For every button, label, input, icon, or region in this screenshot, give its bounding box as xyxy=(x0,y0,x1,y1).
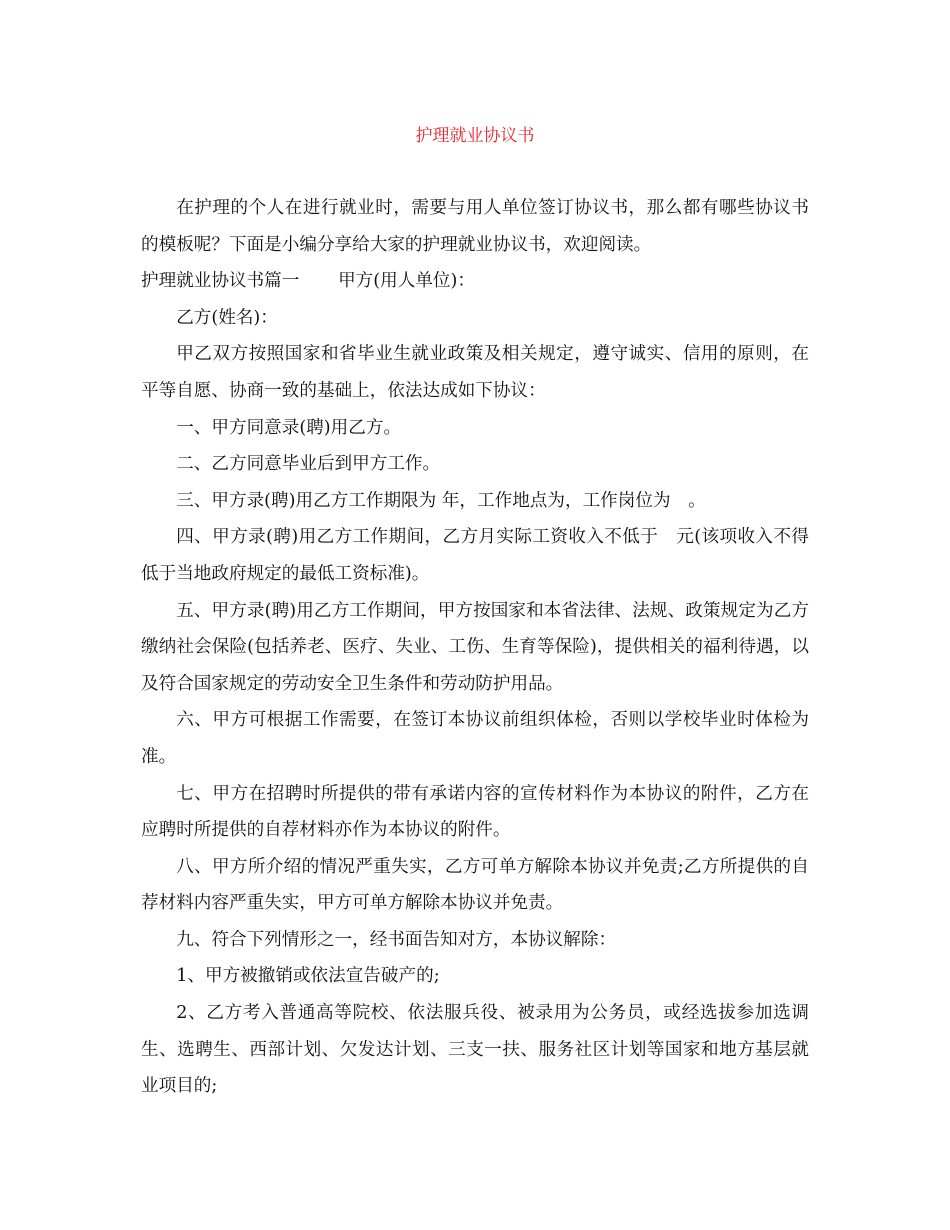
clause-5: 五、甲方录(聘)用乙方工作期间，甲方按国家和本省法律、法规、政策规定为乙方缴纳社会保险(包括养老、医疗、失业、工伤、生育等保险)，提供相关的福利待遇，以及符合国家规定的劳动安全卫生条件和劳动防护用品。 xyxy=(141,600,809,694)
clause-4: 四、甲方录(聘)用乙方工作期间，乙方月实际工资收入不低于 元(该项收入不得低于当地政府规定的最低工资标准)。 xyxy=(141,527,809,584)
clause-9: 九、符合下列情形之一，经书面告知对方，本协议解除： xyxy=(176,929,617,950)
document-title: 护理就业协议书 xyxy=(415,126,535,146)
clause-1: 一、甲方同意录(聘)用乙方。 xyxy=(176,417,402,438)
document-body xyxy=(141,190,809,1105)
clause-8: 八、甲方所介绍的情况严重失实，乙方可单方解除本协议并免责;乙方所提供的自荐材料内容严重失实，甲方可单方解除本协议并免责。 xyxy=(141,856,809,914)
section-heading: 护理就业协议书篇一 xyxy=(141,271,300,292)
clause-3: 三、甲方录(聘)用乙方工作期限为 年，工作地点为，工作岗位为 。 xyxy=(176,490,706,511)
clause-2: 二、乙方同意毕业后到甲方工作。 xyxy=(176,454,441,475)
preamble-paragraph: 甲乙双方按照国家和省毕业生就业政策及相关规定，遵守诚实、信用的原则，在平等自愿、协商一致的基础上，依法达成如下协议： xyxy=(141,344,809,401)
clause-6: 六、甲方可根据工作需要，在签订本协议前组织体检，否则以学校毕业时体检为准。 xyxy=(141,710,809,767)
clause-9-item-2: 2、乙方考入普通高等院校、依法服兵役、被录用为公务员，或经选拔参加选调生、选聘生、西部计划、欠发达计划、三支一扶、服务社区计划等国家和地方基层就业项目的; xyxy=(141,1003,809,1097)
clause-9-item-1: 1、甲方被撤销或依法宣告破产的; xyxy=(176,966,440,987)
party-b-label: 乙方(姓名)： xyxy=(176,307,278,328)
intro-paragraph: 在护理的个人在进行就业时，需要与用人单位签订协议书，那么都有哪些协议书的模板呢？下面是小编分享给大家的护理就业协议书，欢迎阅读。 xyxy=(141,198,809,255)
section-heading-line xyxy=(141,263,809,300)
clause-7: 七、甲方在招聘时所提供的带有承诺内容的宣传材料作为本协议的附件，乙方在应聘时所提供的自荐材料亦作为本协议的附件。 xyxy=(141,783,809,841)
party-a-label: 甲方(用人单位)： xyxy=(338,271,475,292)
